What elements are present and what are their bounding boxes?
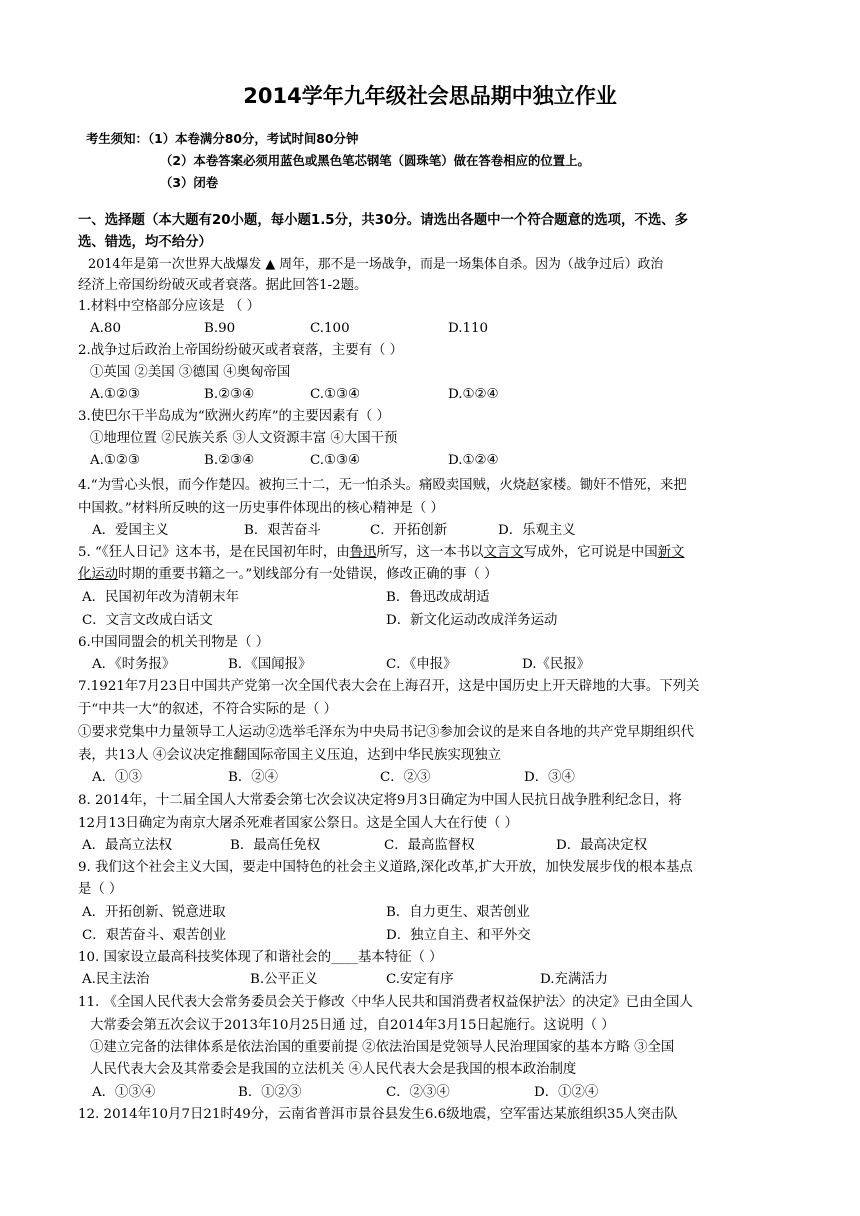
passage-line2: 经济上帝国纷纷破灭或者衰落。据此回答1-2题。 [78, 278, 368, 293]
q2-items: ①英国 ②美国 ③德国 ④奥匈帝国 [90, 365, 291, 380]
q8-line2: 12月13日确定为南京大屠杀死难者国家公祭日。这是全国人大在行使（ ） [78, 816, 519, 831]
q4-option-d: D．乐观主义 [498, 523, 576, 538]
q9-option-d: D．独立自主、和平外交 [386, 928, 531, 943]
q5-option-a: A．民国初年改为清朝末年 [82, 590, 239, 605]
q5-line1: 5. “《狂人日记》这本书，是在民国初年时，由鲁迅所写，这一本书以文言文写成外，它可说是中国新文 [78, 545, 685, 560]
q1-options [90, 320, 488, 338]
section-heading-line2: 选、错选，均不给分） [78, 235, 212, 250]
q2-option-c: C.①③④ [310, 387, 361, 402]
q5-option-b: B．鲁迅改成胡适 [386, 590, 490, 605]
q11-option-b: B．①②③ [238, 1085, 302, 1100]
q1-option-b: B.90 [204, 321, 236, 336]
page-title: 2014学年九年级社会思品期中独立作业 [243, 84, 617, 108]
q7-option-b: B．②④ [228, 770, 279, 785]
q3-option-a: A.①②③ [90, 453, 140, 468]
q4-option-a: A．爱国主义 [92, 523, 169, 538]
q2-option-b: B.②③④ [204, 387, 255, 402]
q5-line2: 化运动时期的重要书籍之一。”划线部分有一处错误，修改正确的事（ ） [78, 567, 498, 582]
q7-option-a: A．①③ [92, 770, 142, 785]
q12-line1: 12. 2014年10月7日21时49分，云南省普洱市景谷县发生6.6级地震，空军雷达某旅组织35人突击队 [78, 1107, 678, 1122]
q10-option-c: C.安定有序 [386, 972, 454, 987]
notice-item-3: （3）闭卷 [160, 175, 219, 190]
q5-underline-wenyanwen: 文言文 [483, 545, 524, 560]
q6-option-b: B．《国闻报》 [228, 657, 312, 672]
q5-underline-huayundong: 化运动 [78, 567, 119, 582]
q2-stem: 2.战争过后政治上帝国纷纷破灭或者衰落，主要有（ ） [78, 343, 404, 358]
notice-item-1: 考生须知：（1）本卷满分80分，考试时间80分钟 [86, 131, 359, 146]
q11-line3: ①建立完备的法律体系是依法治国的重要前提 ②依法治国是党领导人民治理国家的基本方略 ③全国 [90, 1040, 675, 1055]
q6-option-c: C．《申报》 [386, 657, 457, 672]
q10-option-a: A.民主法治 [82, 972, 150, 987]
q11-option-d: D．①②④ [534, 1085, 599, 1100]
q3-option-c: C.①③④ [310, 453, 361, 468]
q1-option-d: D.110 [448, 321, 489, 336]
q5-options-row2 [82, 612, 557, 630]
q9-options-row2 [82, 927, 531, 945]
q8-options [82, 837, 647, 855]
q11-line2: 大常委会第五次会议于2013年10月25日通 过，自2014年3月15日起施行。这说明（ ） [90, 1018, 615, 1033]
q8-line1: 8. 2014年，十二届全国人大常委会第七次会议决定将9月3日确定为中国人民抗日战争胜利纪念日，将 [78, 793, 682, 808]
q11-line1: 11. 《全国人民代表大会常务委员会关于修改〈中华人民共和国消费者权益保护法〉的决定》已由全国人 [78, 995, 693, 1010]
q7-line1: 7.1921年7月23日中国共产党第一次全国代表大会在上海召开，这是中国历史上开天辟地的大事。下列关 [78, 679, 700, 694]
q1-option-a: A.80 [90, 321, 121, 336]
q9-option-a: A．开拓创新、锐意进取 [82, 905, 226, 920]
q2-option-a: A.①②③ [90, 387, 140, 402]
q7-line3: ①要求党集中力量领导工人运动②选举毛泽东为中央局书记③参加会议的是来自各地的共产党早期组织代 [78, 725, 694, 740]
q4-line2: 中国救。”材料所反映的这一历史事件体现出的核心精神是（ ） [78, 501, 444, 516]
q7-options [92, 769, 575, 787]
q5-underline-xinwen: 新文 [657, 545, 685, 560]
q5-option-d: D．新文化运动改成洋务运动 [386, 613, 558, 628]
q11-options [92, 1084, 598, 1102]
q1-stem: 1.材料中空格部分应该是 （ ） [78, 299, 260, 314]
q8-option-d: D．最高决定权 [556, 838, 648, 853]
q3-option-d: D.①②④ [448, 453, 499, 468]
q9-option-c: C．艰苦奋斗、艰苦创业 [82, 928, 227, 943]
q7-option-c: C．②③ [380, 770, 431, 785]
q10-option-d: D.充满活力 [540, 972, 609, 987]
notice-item-2: （2）本卷答案必须用蓝色或黑色笔芯钢笔（圆珠笔）做在答卷相应的位置上。 [160, 153, 590, 168]
q3-stem: 3.使巴尔干半岛成为“欧洲火药库”的主要因素有（ ） [78, 409, 390, 424]
q9-line2: 是（ ） [78, 882, 123, 897]
q4-option-b: B．艰苦奋斗 [244, 523, 321, 538]
q9-options-row1 [82, 904, 530, 922]
q5-options-row1 [82, 589, 490, 607]
q2-options [90, 386, 499, 404]
q3-options [90, 452, 499, 470]
section-heading-line1: 一、选择题（本大题有20小题，每小题1.5分，共30分。请选出各题中一个符合题意的选项，不选、多 [78, 213, 689, 228]
q5-option-c: C．文言文改成白话文 [82, 613, 213, 628]
q3-items: ①地理位置 ②民族关系 ③人文资源丰富 ④大国干预 [90, 431, 398, 446]
q6-option-d: D.《民报》 [522, 657, 591, 672]
q8-option-c: C．最高监督权 [384, 838, 475, 853]
q3-option-b: B.②③④ [204, 453, 255, 468]
q9-option-b: B．自力更生、艰苦创业 [386, 905, 530, 920]
q6-option-a: A．《时务报》 [92, 657, 176, 672]
q5-underline-luxun: 鲁迅 [349, 545, 377, 560]
q2-option-d: D.①②④ [448, 387, 499, 402]
q8-option-b: B．最高任免权 [230, 838, 321, 853]
q7-option-d: D．③④ [524, 770, 575, 785]
q11-option-a: A．①③④ [92, 1085, 156, 1100]
q1-option-c: C.100 [310, 321, 350, 336]
q10-stem: 10. 国家设立最高科技奖体现了和谐社会的____基本特征（ ） [78, 950, 443, 965]
q9-line1: 9. 我们这个社会主义大国，要走中国特色的社会主义道路,深化改革,扩大开放，加快发展步伐的根本基点 [78, 860, 693, 875]
notice-label: 考生须知： [86, 131, 148, 146]
q10-option-b: B.公平正义 [250, 972, 318, 987]
q6-options [92, 656, 590, 674]
q4-option-c: C．开拓创新 [370, 523, 448, 538]
q11-option-c: C．②③④ [386, 1085, 450, 1100]
q6-stem: 6.中国同盟会的机关刊物是（ ） [78, 635, 270, 650]
q10-options [82, 971, 608, 989]
q7-line2: 于“中共一大”的叙述，不符合实际的是（ ） [78, 702, 337, 717]
q4-line1: 4.“为雪心头恨，而今作楚囚。被拘三十二，无一怕杀头。痛殴卖国贼，火烧赵家楼。锄奸不惜死，来把 [78, 478, 687, 493]
q8-option-a: A．最高立法权 [82, 838, 173, 853]
q7-line4: 表，共13人 ④会议决定推翻国际帝国主义压迫，达到中华民族实现独立 [78, 748, 502, 763]
q11-line4: 人民代表大会及其常委会是我国的立法机关 ④人民代表大会是我国的根本政治制度 [90, 1062, 577, 1077]
passage-line1: 2014年是第一次世界大战爆发 ▲ 周年，那不是一场战争，而是一场集体自杀。因为（战争过后）政治 [88, 257, 664, 272]
q4-options [92, 522, 576, 540]
